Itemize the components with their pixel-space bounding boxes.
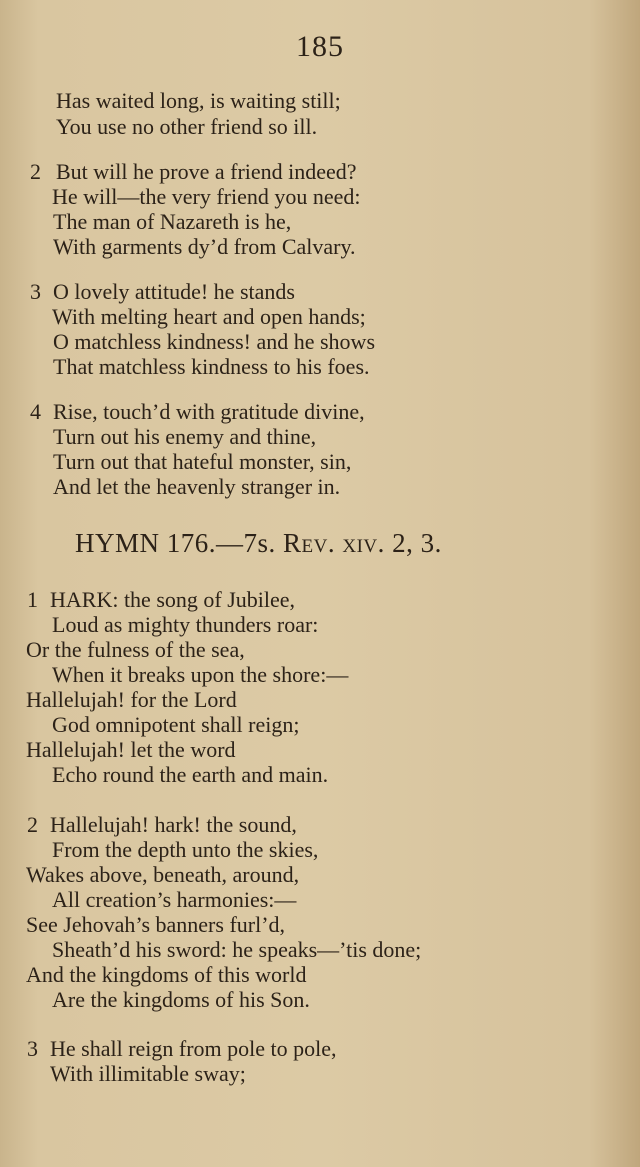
verse-line: Wakes above, beneath, around, [26,862,300,887]
hymn-title: HYMN 176.—7s. [75,528,276,558]
verse-line: And the kingdoms of this world [26,962,307,987]
verse-line: Turn out his enemy and thine, [53,424,317,449]
verse-line: All creation’s harmonies:— [52,887,297,912]
verse-line: Hallelujah! let the word [26,737,236,762]
verse-line: With garments dy’d from Calvary. [53,234,356,259]
verse-line: Sheath’d his sword: he speaks—’tis done; [52,937,422,962]
stanza-number: 1 [27,587,38,612]
verse-line: You use no other friend so ill. [56,114,318,139]
stanza-number: 3 [27,1036,38,1061]
hymn-heading [75,528,442,559]
verse-line: HARK: the song of Jubilee, [50,587,296,612]
verse-line: Rise, touch’d with gratitude divine, [53,399,365,424]
verse-line: With melting heart and open hands; [52,304,366,329]
verse-line: And let the heavenly stranger in. [53,474,341,499]
verse-line: Hallelujah! for the Lord [26,687,237,712]
verse-line: Hallelujah! hark! the sound, [50,812,297,837]
verse-line: But will he prove a friend indeed? [56,159,357,184]
verse-line: That matchless kindness to his foes. [53,354,370,379]
stanza-number: 2 [30,159,41,184]
verse-line: With illimitable sway; [50,1061,246,1086]
verse-line: From the depth unto the skies, [52,837,319,862]
verse-line: O lovely attitude! he stands [53,279,295,304]
verse-line: The man of Nazareth is he, [53,209,292,234]
verse-line: Or the fulness of the sea, [26,637,245,662]
verse-line: Turn out that hateful monster, sin, [53,449,352,474]
verse-line: Has waited long, is waiting still; [56,88,341,113]
page-number: 185 [296,30,344,63]
scripture-reference: Rev. xiv. 2, 3. [283,528,442,558]
verse-line: He will—the very friend you need: [52,184,361,209]
verse-line: Echo round the earth and main. [52,762,329,787]
verse-line: God omnipotent shall reign; [52,712,300,737]
stanza-number: 3 [30,279,41,304]
verse-line: See Jehovah’s banners furl’d, [26,912,286,937]
verse-line: He shall reign from pole to pole, [50,1036,337,1061]
verse-line: When it breaks upon the shore:— [52,662,349,687]
stanza-number: 4 [30,399,41,424]
stanza-number: 2 [27,812,38,837]
verse-line: O matchless kindness! and he shows [53,329,376,354]
verse-line: Are the kingdoms of his Son. [52,987,310,1012]
verse-line: Loud as mighty thunders roar: [52,612,319,637]
